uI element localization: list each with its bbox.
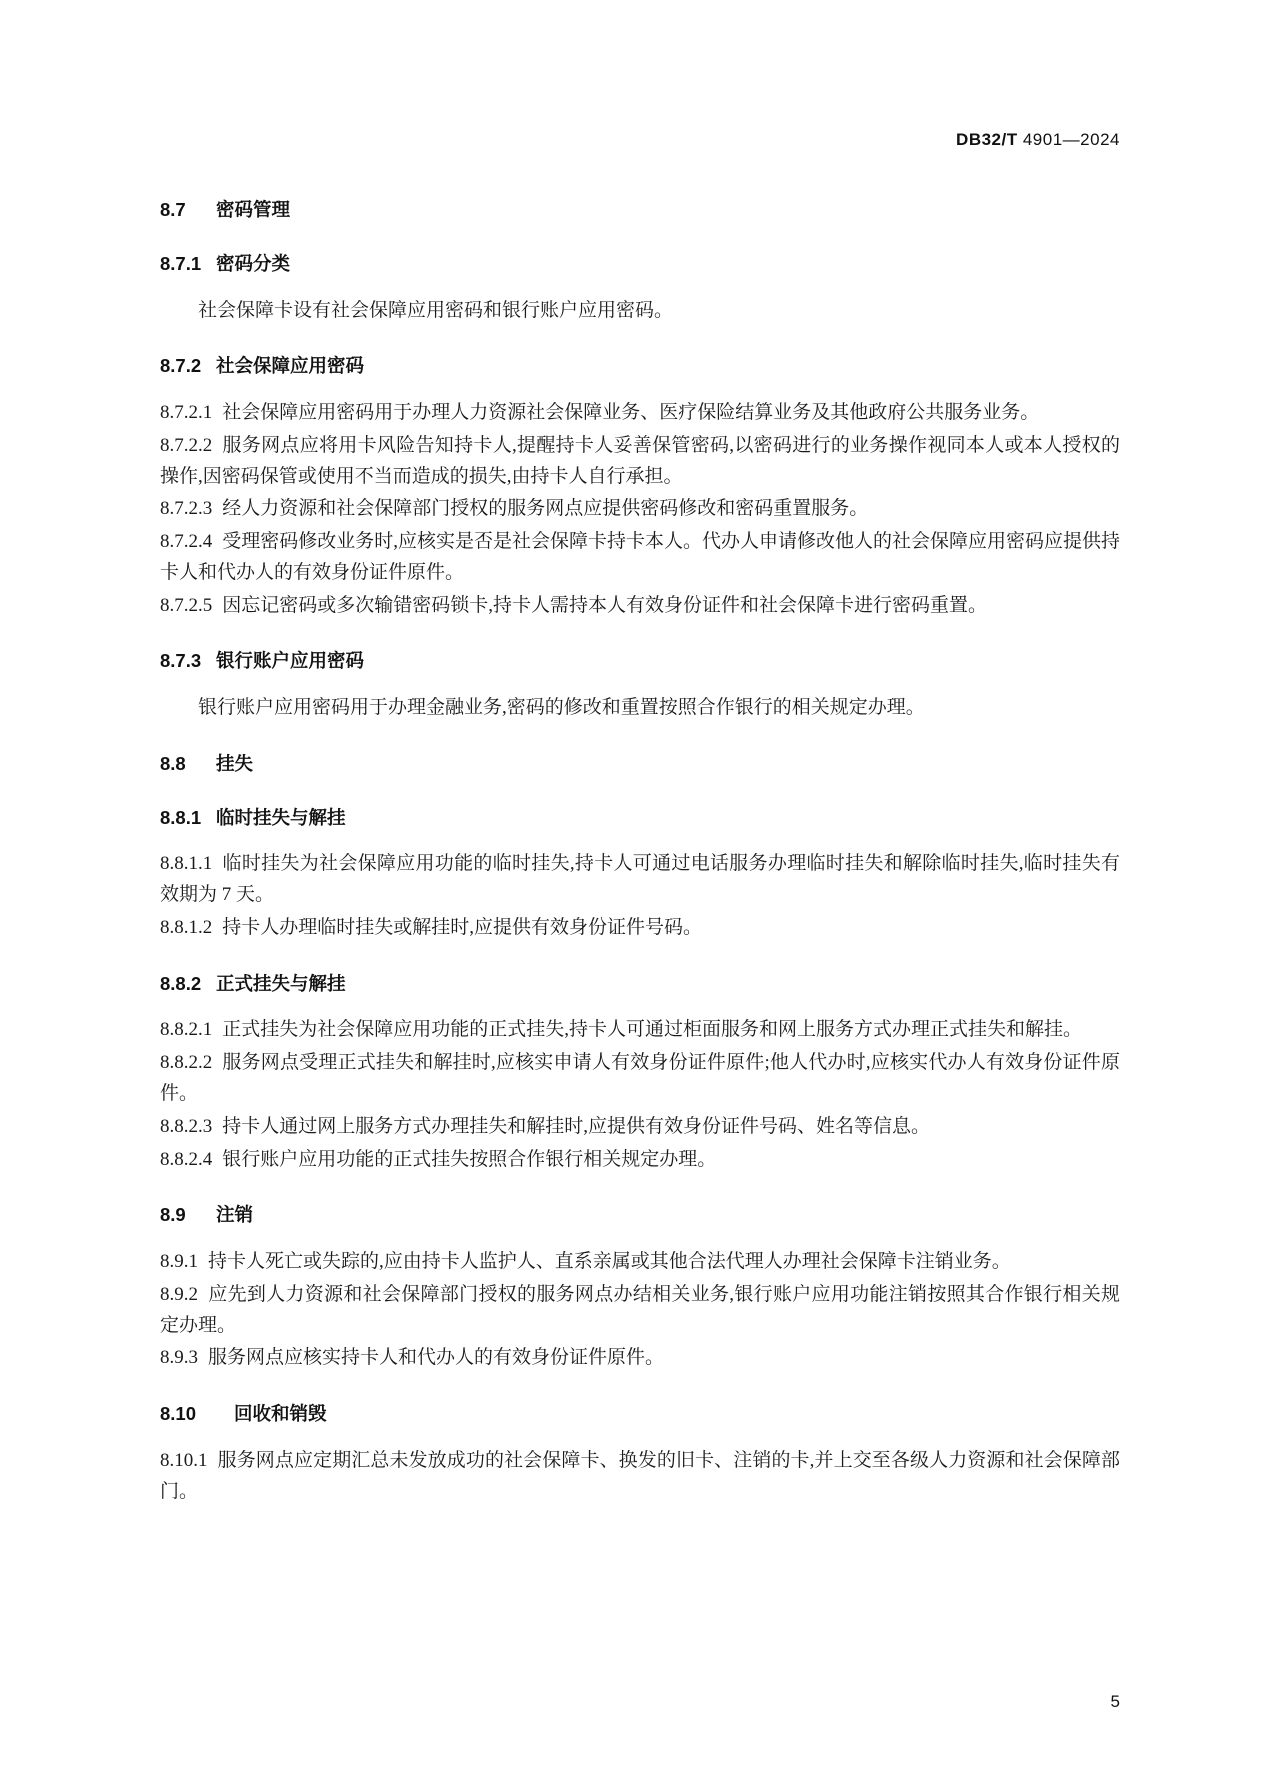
clause-number: 8.7 bbox=[160, 199, 186, 220]
paragraph-number: 8.8.2.4 bbox=[160, 1148, 213, 1170]
clause-heading bbox=[160, 1400, 1120, 1428]
clause-number: 8.8.1 bbox=[160, 806, 202, 828]
clause-title: 密码管理 bbox=[216, 199, 291, 220]
clause-8-7 bbox=[160, 196, 1120, 224]
paragraph bbox=[160, 1247, 1120, 1278]
paragraph-number: 8.8.1.2 bbox=[160, 916, 213, 938]
clause-title: 银行账户应用密码 bbox=[216, 650, 365, 672]
clause-8-8-1 bbox=[160, 804, 1120, 832]
clause-heading bbox=[160, 250, 1120, 278]
clause-heading bbox=[160, 804, 1120, 832]
paragraph bbox=[160, 1446, 1120, 1508]
clause-number: 8.7.3 bbox=[160, 650, 202, 672]
clause-8-7-2 bbox=[160, 352, 1120, 380]
clause-number: 8.8.2 bbox=[160, 972, 202, 994]
paragraph-text: 持卡人死亡或失踪的,应由持卡人监护人、直系亲属或其他合法代理人办理社会保障卡注销业务。 bbox=[208, 1251, 1011, 1273]
paragraph bbox=[160, 1048, 1120, 1110]
paragraph bbox=[160, 591, 1120, 622]
standard-code-prefix: DB32/T bbox=[956, 130, 1018, 149]
clause-heading bbox=[160, 970, 1120, 998]
paragraph bbox=[160, 1280, 1120, 1342]
clause-heading bbox=[160, 1201, 1120, 1229]
paragraph bbox=[160, 1015, 1120, 1046]
paragraph-number: 8.7.2.3 bbox=[160, 498, 213, 520]
paragraph-number: 8.7.2.4 bbox=[160, 531, 213, 553]
paragraph-text: 服务网点受理正式挂失和解挂时,应核实申请人有效身份证件原件;他人代办时,应核实代办人有效身份证件原件。 bbox=[160, 1052, 1120, 1104]
paragraph bbox=[160, 1343, 1120, 1374]
clause-title: 回收和销毁 bbox=[234, 1403, 327, 1425]
clause-8-8-2 bbox=[160, 970, 1120, 998]
paragraph bbox=[160, 849, 1120, 911]
paragraph bbox=[160, 1112, 1120, 1143]
standard-code-suffix: 4901—2024 bbox=[1017, 130, 1120, 149]
paragraph-number: 8.8.2.1 bbox=[160, 1019, 213, 1041]
clause-title: 注销 bbox=[216, 1204, 254, 1226]
paragraph-text: 服务网点应核实持卡人和代办人的有效身份证件原件。 bbox=[208, 1347, 665, 1369]
clause-title: 临时挂失与解挂 bbox=[216, 806, 346, 828]
paragraph bbox=[160, 913, 1120, 944]
clause-8-10 bbox=[160, 1400, 1120, 1428]
paragraph-text: 持卡人办理临时挂失或解挂时,应提供有效身份证件号码。 bbox=[222, 916, 703, 938]
paragraph-text: 因忘记密码或多次输错密码锁卡,持卡人需持本人有效身份证件和社会保障卡进行密码重置。 bbox=[222, 594, 988, 616]
paragraph-number: 8.8.1.1 bbox=[160, 853, 213, 875]
paragraph-number: 8.8.2.2 bbox=[160, 1052, 213, 1074]
paragraph-text: 银行账户应用功能的正式挂失按照合作银行相关规定办理。 bbox=[222, 1148, 717, 1170]
clause-8-8 bbox=[160, 750, 1120, 778]
clause-number: 8.9 bbox=[160, 1204, 186, 1226]
paragraph-text: 受理密码修改业务时,应核实是否是社会保障卡持卡本人。代办人申请修改他人的社会保障应用密码应提供持卡人和代办人的有效身份证件原件。 bbox=[160, 531, 1121, 583]
paragraph-number: 8.9.2 bbox=[160, 1283, 198, 1305]
paragraph: 银行账户应用密码用于办理金融业务,密码的修改和重置按照合作银行的相关规定办理。 bbox=[198, 697, 925, 719]
clause-title: 社会保障应用密码 bbox=[216, 355, 365, 377]
paragraph-text: 服务网点应将用卡风险告知持卡人,提醒持卡人妥善保管密码,以密码进行的业务操作视同本人或本人授权的操作,因密码保管或使用不当而造成的损失,由持卡人自行承担。 bbox=[160, 434, 1120, 487]
paragraph: 社会保障卡设有社会保障应用密码和银行账户应用密码。 bbox=[198, 299, 674, 321]
paragraph-number: 8.9.3 bbox=[160, 1347, 198, 1369]
clause-8-9 bbox=[160, 1201, 1120, 1229]
page-number: 5 bbox=[1110, 1692, 1120, 1711]
clause-title: 密码分类 bbox=[216, 252, 291, 274]
paragraph-number: 8.7.2.2 bbox=[160, 434, 213, 456]
clause-title: 挂失 bbox=[216, 752, 254, 774]
clause-number: 8.7.1 bbox=[160, 252, 202, 274]
paragraph bbox=[160, 398, 1120, 429]
clause-number: 8.8 bbox=[160, 752, 186, 774]
paragraph-text: 持卡人通过网上服务方式办理挂失和解挂时,应提供有效身份证件号码、姓名等信息。 bbox=[222, 1115, 931, 1137]
paragraph bbox=[160, 494, 1120, 525]
clause-number: 8.10 bbox=[160, 1403, 197, 1425]
page-content bbox=[160, 130, 1120, 1509]
paragraph-text: 正式挂失为社会保障应用功能的正式挂失,持卡人可通过柜面服务和网上服务方式办理正式挂失和解挂。 bbox=[222, 1019, 1083, 1041]
paragraph-text: 临时挂失为社会保障应用功能的临时挂失,持卡人可通过电话服务办理临时挂失和解除临时挂失,临时挂失有效期为 7 天。 bbox=[160, 853, 1120, 906]
paragraph-text: 社会保障应用密码用于办理人力资源社会保障业务、医疗保险结算业务及其他政府公共服务业务。 bbox=[222, 402, 1040, 424]
clause-heading bbox=[160, 196, 1120, 224]
clause-heading bbox=[160, 750, 1120, 778]
paragraph bbox=[160, 1145, 1120, 1176]
paragraph-number: 8.7.2.5 bbox=[160, 594, 213, 616]
clause-number: 8.7.2 bbox=[160, 355, 202, 377]
clause-title: 正式挂失与解挂 bbox=[216, 972, 346, 994]
clause-heading bbox=[160, 352, 1120, 380]
clause-8-7-3 bbox=[160, 647, 1120, 675]
paragraph-text: 经人力资源和社会保障部门授权的服务网点应提供密码修改和密码重置服务。 bbox=[222, 498, 869, 520]
paragraph-number: 8.7.2.1 bbox=[160, 402, 213, 424]
clause-8-7-1 bbox=[160, 250, 1120, 278]
clause-heading bbox=[160, 647, 1120, 675]
paragraph-text: 应先到人力资源和社会保障部门授权的服务网点办结相关业务,银行账户应用功能注销按照其合作银行相关规定办理。 bbox=[160, 1283, 1120, 1336]
paragraph-number: 8.10.1 bbox=[160, 1449, 208, 1471]
paragraph-number: 8.8.2.3 bbox=[160, 1115, 213, 1137]
paragraph-number: 8.9.1 bbox=[160, 1251, 198, 1273]
paragraph-text: 服务网点应定期汇总未发放成功的社会保障卡、换发的旧卡、注销的卡,并上交至各级人力资源和社会保障部门。 bbox=[160, 1449, 1120, 1502]
document-header bbox=[160, 130, 1120, 150]
paragraph bbox=[160, 431, 1120, 493]
paragraph bbox=[160, 527, 1120, 589]
